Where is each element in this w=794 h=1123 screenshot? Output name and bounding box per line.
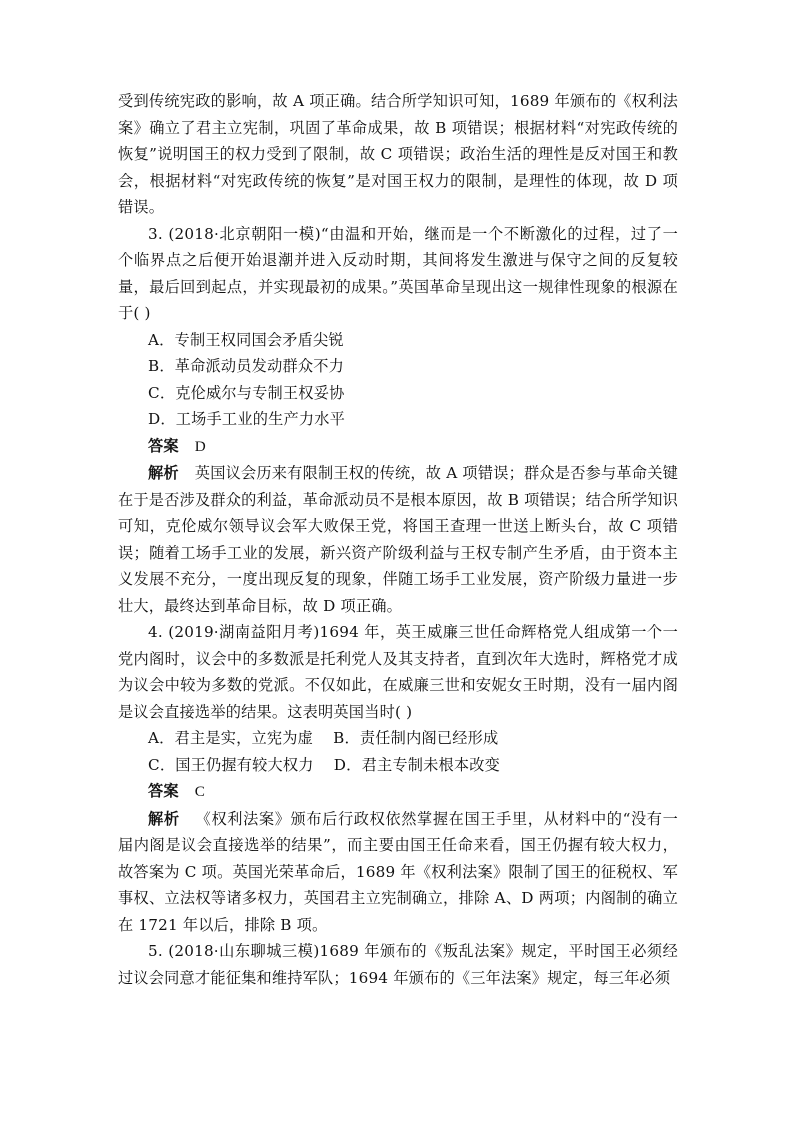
answer-value: C <box>194 783 206 800</box>
question-3-option-b: B．革命派动员发动群众不力 <box>148 357 345 375</box>
analysis-text: 英国议会历来有限制王权的传统，故 A 项错误；群众是否参与革命关键在于是否涉及群众的利益，革命派动员不是根本原因，故 B 项错误；结合所学知识可知，克伦威尔领导议会军大败保王党，将国王查理一世送上断头台，故 C 项错误；随着工场手工业的发展，新兴资产阶级利益与王权专制产生矛盾，由于资本主义发展不充分，一度出现反复的现象，伴随工场手工业发展，资产阶级力量进一步壮大，最终达到革命目标，故 D 项正确。 <box>118 464 678 615</box>
analysis-label: 解析 <box>148 464 179 482</box>
answer-label: 答案 <box>148 436 179 455</box>
question-3-option-c: C．克伦威尔与专制王权妥协 <box>148 383 345 402</box>
question-3-option-d: D．工场手工业的生产力水平 <box>148 410 346 428</box>
analysis-text: 《权利法案》颁布后行政权依然掌握在国王手里，从材料中的“没有一届内阁是议会直接选举的结果”，而主要由国王任命来看，国王仍握有较大权力，故答案为 C 项。英国光荣革命后，1689 年《权利法案》限制了国王的征税权、军事权、立法权等诸多权力，英国君主立宪制确立，排除 A、D 两项；内阁制的确立在 1721 年以后，排除 B 项。 <box>118 809 679 934</box>
question-5: 5. (2018·山东聊城三模)1689 年颁布的《叛乱法案》规定，平时国王必须经过议会同意才能征集和维持军队；1694 年颁布的《三年法案》规定，每三年必须 <box>118 942 678 987</box>
question-3-option-a: A．专制王权同国会矛盾尖锐 <box>148 330 344 349</box>
question-4-analysis <box>118 806 678 939</box>
document-page <box>118 88 678 991</box>
question-4-options-cd: C．国王仍握有较大权力 D．君主专制未根本改变 <box>148 755 501 774</box>
question-4-options-ab: A．君主是实，立宪为虚 B．责任制内阁已经形成 <box>148 729 499 747</box>
question-3-answer <box>148 433 678 461</box>
question-3: 3. (2018·北京朝阳一模)“由温和开始，继而是一个不断激化的过程，过了一个临界点之后便开始退潮并进入反动时期，其间将发生激进与保守之间的反复较量，最后回到起点，并实现最初的成果。”英国革命呈现出这一规律性现象的根源在于( ) <box>118 224 678 322</box>
paragraph-continuation: 受到传统宪政的影响，故 A 项正确。结合所学知识可知，1689 年颁布的《权利法案》确立了君主立宪制，巩固了革命成果，故 B 项错误；根据材料“对宪政传统的恢复”说明国王的权力受到了限制，故 C 项错误；政治生活的理性是反对国王和教会，根据材料“对宪政传统的恢复”是对国王权力的限制，是理性的体现，故 D 项错误。 <box>118 92 678 216</box>
question-4: 4. (2019·湖南益阳月考)1694 年，英王威廉三世任命辉格党人组成第一个一党内阁时，议会中的多数派是托利党人及其支持者，直到次年大选时，辉格党才成为议会中较为多数的党派。不仅如此，在威廉三世和安妮女王时期，没有一届内阁是议会直接选举的结果。这表明英国当时( ) <box>118 623 678 721</box>
analysis-label: 解析 <box>148 809 180 828</box>
question-4-answer <box>148 778 678 806</box>
answer-value: D <box>194 437 206 455</box>
question-3-analysis <box>118 460 678 619</box>
answer-label: 答案 <box>148 782 179 800</box>
